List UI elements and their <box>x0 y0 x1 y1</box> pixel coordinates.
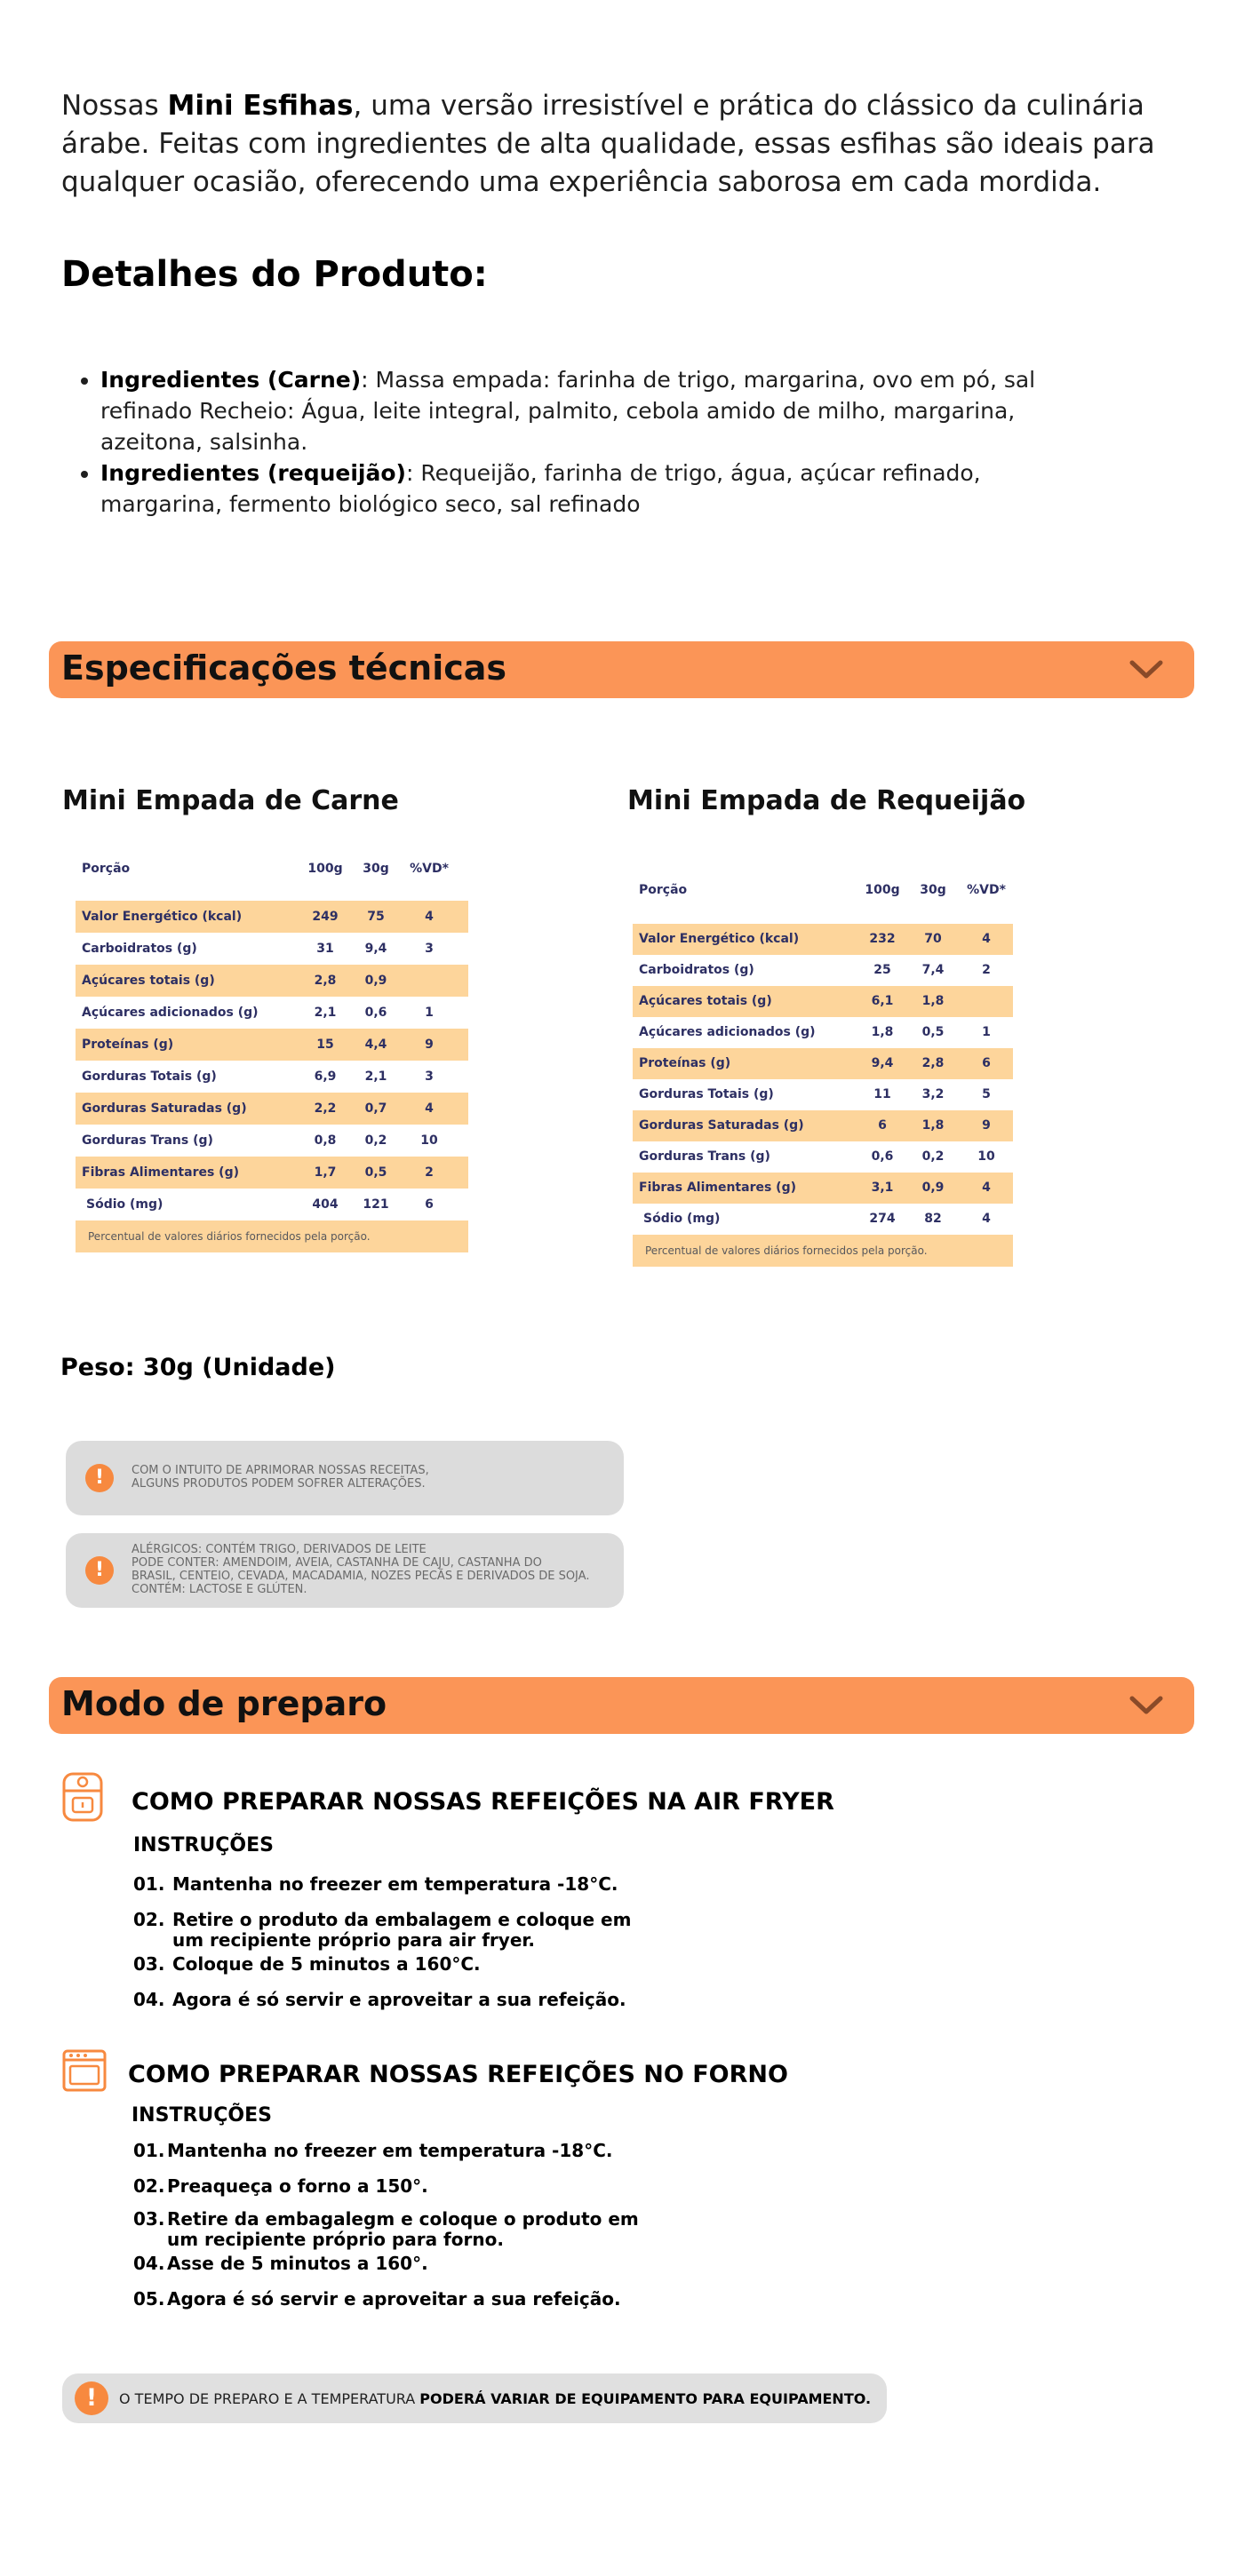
table-cell: Valor Energético (kcal) <box>82 910 243 924</box>
alert-icon: ! <box>75 2381 108 2415</box>
oven-icon <box>62 2049 107 2092</box>
table-header <box>76 855 468 883</box>
header-cell: 30g <box>363 862 389 876</box>
table-cell: 6,9 <box>314 1069 337 1084</box>
table-cell: Sódio (mg) <box>643 1212 721 1226</box>
step-line: um recipiente próprio para air fryer. <box>172 1929 535 1951</box>
table-row <box>76 901 468 933</box>
ingredient-text: : Massa empada: farinha de trigo, margarina, ovo em pó, sal refinado Recheio: Água, leite integral, palmito, cebola amido de milho, margarina, azeitona, salsinha. <box>100 367 1036 455</box>
table-cell: 2,1 <box>364 1069 387 1084</box>
table-row <box>76 1093 468 1125</box>
table-cell: Açúcares adicionados (g) <box>82 1006 259 1020</box>
table-row <box>76 1157 468 1189</box>
prep-variation-text <box>119 2390 871 2407</box>
header-cell: 100g <box>307 862 343 876</box>
step-text <box>167 2176 428 2197</box>
intro-rest: , uma versão irresistível e prática do clássico da culinária árabe. Feitas com ingredientes de alta qualidade, essas esfihas são ideais para qualquer ocasião, oferecendo uma experiência saborosa em cada mordida. <box>61 90 1155 198</box>
table-cell: 121 <box>363 1197 389 1212</box>
table-cell: 3,2 <box>921 1087 945 1101</box>
table-row <box>633 1017 1013 1048</box>
step-line: Retire o produto da embalagem e coloque em <box>172 1909 632 1930</box>
table-cell: 25 <box>873 963 891 977</box>
table-cell: Proteínas (g) <box>82 1038 174 1052</box>
table-cell: 6,1 <box>871 994 894 1008</box>
header-cell: %VD* <box>967 883 1006 897</box>
table-cell: 1,8 <box>921 1118 945 1133</box>
table-row <box>76 965 468 997</box>
table-cell: 0,5 <box>921 1025 945 1039</box>
table-cell: 2,8 <box>921 1056 945 1070</box>
allergen-notice <box>66 1533 624 1608</box>
table-row <box>76 997 468 1029</box>
table-cell: 4 <box>982 1181 991 1195</box>
table-row <box>633 1173 1013 1204</box>
ingredient-text: : Requeijão, farinha de trigo, água, açúcar refinado, margarina, fermento biológico seco, sal refinado <box>100 460 981 517</box>
header-cell: %VD* <box>410 862 449 876</box>
ingredients-list <box>61 364 1042 520</box>
step-number: 03. <box>133 1953 165 1975</box>
table-cell: 0,7 <box>364 1101 387 1116</box>
list-item <box>100 457 1042 520</box>
table-cell: Gorduras Trans (g) <box>82 1133 213 1148</box>
table-cell: 2,8 <box>314 974 337 988</box>
table-body <box>633 924 1013 1235</box>
table-row <box>633 924 1013 955</box>
chevron-down-icon[interactable] <box>1128 659 1164 680</box>
step-number: 03. <box>133 2208 165 2230</box>
intro-paragraph <box>61 87 1181 202</box>
table-cell: 6 <box>982 1056 991 1070</box>
step-text <box>172 1874 618 1895</box>
table-cell: Carboidratos (g) <box>82 942 197 956</box>
table-cell: 3 <box>425 942 434 956</box>
step-text <box>167 2254 428 2274</box>
table-cell: Sódio (mg) <box>86 1197 163 1212</box>
table-cell: 0,8 <box>314 1133 337 1148</box>
details-heading: Detalhes do Produto: <box>61 254 488 295</box>
table-cell: 82 <box>924 1212 942 1226</box>
air-fryer-icon <box>60 1771 105 1823</box>
table-cell: 11 <box>873 1087 891 1101</box>
prep-accordion-header[interactable] <box>49 1677 1194 1734</box>
step-number: 04. <box>133 1989 165 2010</box>
chevron-down-icon[interactable] <box>1128 1695 1164 1716</box>
table-cell: 249 <box>312 910 339 924</box>
table-cell: 0,6 <box>871 1149 894 1164</box>
ingredient-label: Ingredientes (requeijão) <box>100 460 406 486</box>
air-fryer-title: COMO PREPARAR NOSSAS REFEIÇÕES NA AIR FRYER <box>132 1788 834 1816</box>
step-line: um recipiente próprio para forno. <box>167 2229 504 2250</box>
table-cell: Fibras Alimentares (g) <box>82 1165 239 1180</box>
table-footnote: Percentual de valores diários fornecidos pela porção. <box>633 1235 1013 1267</box>
notice-text: COM O INTUITO DE APRIMORAR NOSSAS RECEITAS, ALGUNS PRODUTOS PODEM SOFRER ALTERAÇÕES. <box>132 1464 429 1491</box>
step-number: 02. <box>133 1909 165 1930</box>
table-cell: 4,4 <box>364 1038 387 1052</box>
list-item <box>100 364 1042 457</box>
table-cell: 1 <box>982 1025 991 1039</box>
table-row <box>633 986 1013 1017</box>
table-cell: 10 <box>977 1149 995 1164</box>
step-text <box>172 1990 626 2010</box>
intro-prefix: Nossas <box>61 90 168 122</box>
table-row <box>76 1061 468 1093</box>
table-cell: Açúcares adicionados (g) <box>639 1025 816 1039</box>
prep-title: Modo de preparo <box>61 1684 387 1723</box>
table-row <box>633 1079 1013 1110</box>
table-cell: 274 <box>869 1212 896 1226</box>
table-cell: Valor Energético (kcal) <box>639 932 800 946</box>
table-cell: 9 <box>425 1038 434 1052</box>
table-row <box>76 1189 468 1220</box>
step-line: Agora é só servir e aproveitar a sua refeição. <box>172 1989 626 2010</box>
table-cell: 0,9 <box>921 1181 945 1195</box>
note-bold: PODERÁ VARIAR DE EQUIPAMENTO PARA EQUIPAMENTO. <box>419 2390 872 2407</box>
table-row <box>633 1204 1013 1235</box>
table-title-carne: Mini Empada de Carne <box>62 785 399 816</box>
table-footnote: Percentual de valores diários fornecidos pela porção. <box>76 1220 468 1252</box>
air-fryer-instructions-label: INSTRUÇÕES <box>133 1834 274 1856</box>
table-cell: Proteínas (g) <box>639 1056 731 1070</box>
table-cell: 5 <box>982 1087 991 1101</box>
specs-title: Especificações técnicas <box>61 648 507 688</box>
note-plain: O TEMPO DE PREPARO E A TEMPERATURA <box>119 2390 420 2407</box>
step-text <box>172 1954 481 1975</box>
prep-variation-notice <box>62 2373 887 2423</box>
oven-instructions-label: INSTRUÇÕES <box>132 2104 272 2127</box>
recipe-change-notice <box>66 1441 624 1515</box>
table-cell: 0,2 <box>921 1149 945 1164</box>
table-cell: 15 <box>316 1038 334 1052</box>
table-cell: 31 <box>316 942 334 956</box>
table-cell: 3 <box>425 1069 434 1084</box>
table-cell: 0,9 <box>364 974 387 988</box>
table-row <box>76 1029 468 1061</box>
nutrition-table-carne <box>76 855 468 1252</box>
table-cell: 6 <box>425 1197 434 1212</box>
table-cell: Fibras Alimentares (g) <box>639 1181 796 1195</box>
step-number: 02. <box>133 2175 165 2197</box>
table-row <box>633 1048 1013 1079</box>
table-cell: 10 <box>420 1133 438 1148</box>
table-cell: Gorduras Totais (g) <box>639 1087 774 1101</box>
step-text <box>167 2141 612 2161</box>
table-row <box>633 1141 1013 1173</box>
notice-text: ALÉRGICOS: CONTÉM TRIGO, DERIVADOS DE LEITE PODE CONTER: AMENDOIM, AVEIA, CASTANHA DE CAJU, CASTANHA DO BRASIL, CENTEIO, CEVADA, MACADAMIA, NOZES PECÃS E DERIVADOS DE SOJA. CONTÉM: LACTOSE E GLÚTEN. <box>132 1543 590 1596</box>
table-cell: Açúcares totais (g) <box>639 994 772 1008</box>
product-weight: Peso: 30g (Unidade) <box>60 1354 336 1381</box>
header-cell: 30g <box>920 883 946 897</box>
table-cell: 2 <box>982 963 991 977</box>
step-text <box>167 2209 639 2250</box>
table-cell: 4 <box>982 932 991 946</box>
table-cell: Gorduras Saturadas (g) <box>639 1118 804 1133</box>
table-row <box>76 933 468 965</box>
intro-highlight: Mini Esfihas <box>167 90 354 122</box>
step-number: 01. <box>133 1873 165 1895</box>
table-cell: 2,1 <box>314 1006 337 1020</box>
table-cell: 1 <box>425 1006 434 1020</box>
table-cell: 2 <box>425 1165 434 1180</box>
table-body <box>76 901 468 1220</box>
table-cell: Gorduras Trans (g) <box>639 1149 770 1164</box>
step-line: Retire da embagalegm e coloque o produto em <box>167 2208 639 2230</box>
table-cell: 0,6 <box>364 1006 387 1020</box>
table-cell: 1,7 <box>314 1165 337 1180</box>
table-cell: 70 <box>924 932 942 946</box>
nutrition-table-requeijao <box>633 876 1013 1267</box>
table-cell: 9 <box>982 1118 991 1133</box>
table-cell: 4 <box>982 1212 991 1226</box>
table-cell: Carboidratos (g) <box>639 963 754 977</box>
table-cell: 0,5 <box>364 1165 387 1180</box>
table-cell: 1,8 <box>921 994 945 1008</box>
alert-icon: ! <box>85 1464 114 1492</box>
table-cell: 4 <box>425 1101 434 1116</box>
table-cell: 9,4 <box>364 942 387 956</box>
table-cell: 2,2 <box>314 1101 337 1116</box>
step-line: Mantenha no freezer em temperatura -18°C. <box>167 2140 613 2161</box>
header-cell: 100g <box>865 883 900 897</box>
table-cell: 1,8 <box>871 1025 894 1039</box>
table-title-requeijao: Mini Empada de Requeijão <box>627 785 1026 816</box>
header-cell: Porção <box>639 883 688 897</box>
table-header <box>633 876 1013 904</box>
specs-accordion-header[interactable] <box>49 641 1194 698</box>
step-number: 04. <box>133 2253 165 2274</box>
table-cell: 4 <box>425 910 434 924</box>
step-line: Preaqueça o forno a 150°. <box>167 2175 428 2197</box>
table-cell: 3,1 <box>871 1181 894 1195</box>
table-cell: Açúcares totais (g) <box>82 974 215 988</box>
step-line: Agora é só servir e aproveitar a sua refeição. <box>167 2288 621 2310</box>
step-number: 05. <box>133 2288 165 2310</box>
table-cell: 232 <box>869 932 896 946</box>
table-cell: 6 <box>878 1118 887 1133</box>
step-line: Asse de 5 minutos a 160°. <box>167 2253 428 2274</box>
table-cell: 404 <box>312 1197 339 1212</box>
table-cell: Gorduras Saturadas (g) <box>82 1101 247 1116</box>
step-line: Coloque de 5 minutos a 160°C. <box>172 1953 481 1975</box>
table-cell: 0,2 <box>364 1133 387 1148</box>
oven-title: COMO PREPARAR NOSSAS REFEIÇÕES NO FORNO <box>128 2061 788 2088</box>
table-cell: Gorduras Totais (g) <box>82 1069 217 1084</box>
step-number: 01. <box>133 2140 165 2161</box>
alert-icon: ! <box>85 1556 114 1585</box>
table-row <box>76 1125 468 1157</box>
table-row <box>633 1110 1013 1141</box>
step-line: Mantenha no freezer em temperatura -18°C. <box>172 1873 618 1895</box>
header-cell: Porção <box>82 862 131 876</box>
table-cell: 75 <box>367 910 385 924</box>
step-text <box>172 1910 631 1951</box>
table-row <box>633 955 1013 986</box>
table-cell: 9,4 <box>871 1056 894 1070</box>
table-cell: 7,4 <box>921 963 945 977</box>
ingredient-label: Ingredientes (Carne) <box>100 367 362 393</box>
step-text <box>167 2289 621 2310</box>
